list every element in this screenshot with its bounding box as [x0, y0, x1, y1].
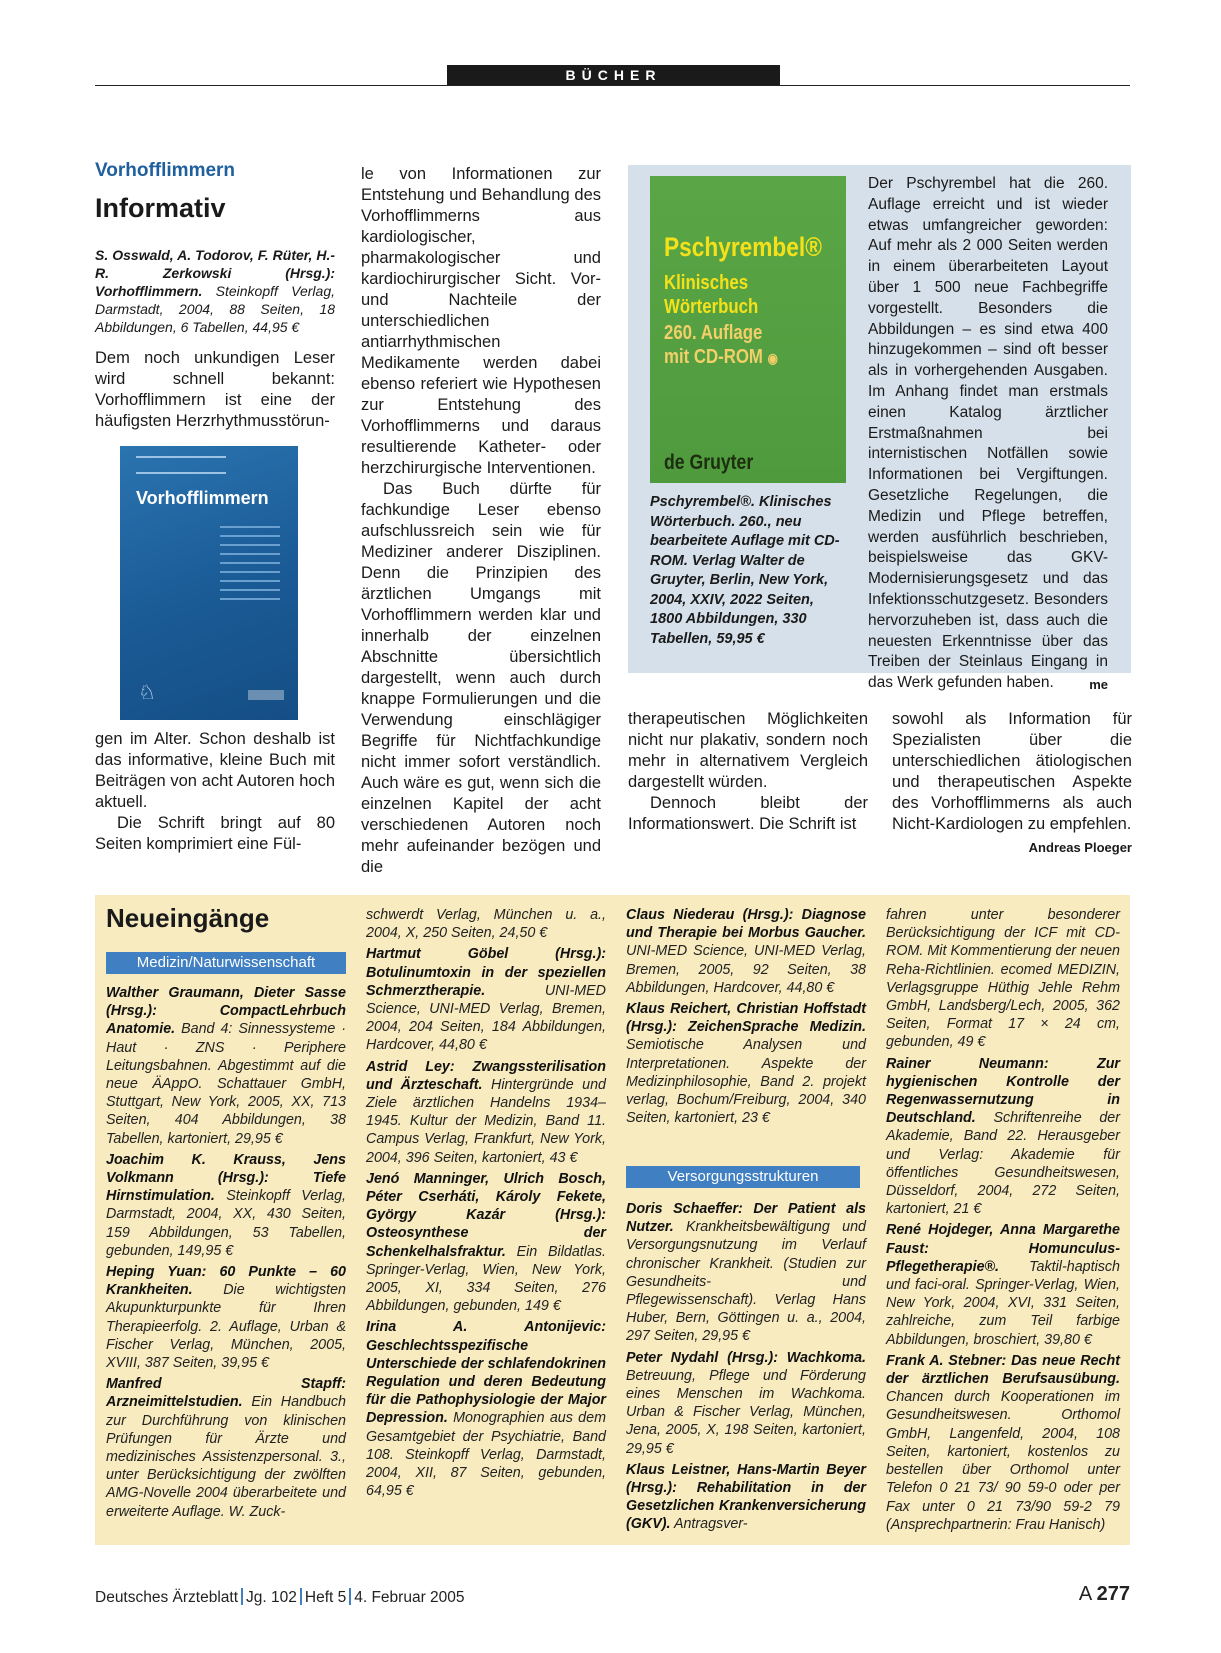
entry-details: Chancen durch Kooperationen im Gesundheitswesen. Orthomol GmbH, Langenfeld, 2004, 108 Seiten, kartoniert, kostenlos zu bestellen über Orthomol unter Telefon 0 21 73/ 90 59-0 oder per Fax unter 0 21 73/90 59-2 79 (Ansprechpartnerin: Frau Hanisch) [886, 1389, 1120, 1533]
review-paragraph: Das Buch dürfte für fachkundige Leser ebenso aufschlussreich sein wie für Mediziner anderer Disziplinen. Denn die Prinzipien des ärztlichen Umgangs mit Vorhofflimmern werden klar und innerhalb der einzelnen Abschnitte übersichtlich dargestellt, wenn auch durch knappe Formulierungen und die Verwendung einschlägiger Begriffe für Nichtfachkundige nicht immer sofort verständlich. Auch wäre es gut, wenn sich die einzelnen Kapitel der acht verschiedenen Autoren noch mehr aufeinander bezögen und die [361, 480, 601, 876]
entry-title: Hartmut Göbel (Hrsg.): Botulinumtoxin in der speziellen Schmerztherapie. [366, 946, 606, 999]
publisher-logo-icon: ♘ [138, 682, 156, 704]
book-meta [95, 246, 335, 336]
entry-details: Schriftenreihe der Akademie, Band 22. Herausgeber und Verlag: Akademie für öffentliches Gesundheitswesen, Düsseldorf, 2004, 272 Seiten, kartoniert, 21 € [886, 1110, 1120, 1218]
book-cover-vorhofflimmern [120, 446, 298, 720]
footer-separator [300, 1588, 302, 1605]
entry-title: Joachim K. Krauss, Jens Volkmann (Hrsg.): Tiefe Hirnstimulation. [106, 1151, 346, 1205]
review-paragraph: Die Schrift bringt auf 80 Seiten komprimiert eine Fül- [95, 814, 335, 853]
entry-details: Die wichtigsten Akupunkturpunkte für Ihren Therapieerfolg. 2. Auflage, Urban & Fischer Verlag, München, 2005, XVIII, 387 Seiten, 39,95 € [106, 1282, 346, 1372]
list-item [626, 1349, 866, 1458]
issue-date: 4. Februar 2005 [354, 1589, 465, 1606]
entry-details: Band 4: Sinnessysteme · Haut · ZNS · Periphere Leitungsbahnen. Abgestimmt auf die neue ÄAppO. Schattauer GmbH, Stuttgart, New York, 2005, XX, 713 Seiten, 404 Abbildungen, 38 Tabellen, kartoniert, 29,95 € [106, 1021, 346, 1147]
entry-title: Rainer Neumann: Zur hygienischen Kontrolle der Regenwassernutzung in Deutschland. [886, 1055, 1120, 1127]
list-item [106, 1263, 346, 1372]
review-column-2 [361, 164, 601, 878]
pschyrembel-review-text [868, 174, 1108, 696]
journal-name: Deutsches Ärzteblatt [95, 1589, 239, 1606]
entry-details: Monographien aus dem Gesamtgebiet der Psychiatrie, Band 108. Steinkopff Verlag, Darmstadt, 2004, XII, 87 Seiten, gebunden, 64,95 € [366, 1410, 606, 1500]
list-item [886, 1352, 1120, 1534]
cover-cdrom-text: mit CD-ROM [664, 346, 763, 368]
review-paragraph: Dem noch unkundigen Leser wird schnell bekannt: Vorhofflimmern ist eine der häufigsten Herzrhythmusstörun- [95, 349, 335, 430]
review-paragraph: Dennoch bleibt der Informationswert. Die Schrift ist [628, 794, 868, 833]
journal-volume: Jg. 102 [246, 1589, 297, 1606]
entry-details: Ein Handbuch zur Durchführung von klinischen Prüfungen für Ärzte und medizinisches Assistenzpersonal. 3., unter Berücksichtigung der zwölften AMG-Novelle 2004 überarbeitete und erweiterte Auflage. W. Zuck- [106, 1394, 346, 1520]
review-column-1-continued [95, 729, 335, 855]
cover-contents-lines [220, 526, 280, 606]
cover-author-lines [136, 456, 226, 474]
entry-details: Antragsver- [673, 1516, 748, 1533]
entry-title: Frank A. Stebner: Das neue Recht der ärztlichen Berufsausübung. [886, 1352, 1120, 1388]
review-column-1 [95, 246, 335, 432]
cover-subtitle-line: Wörterbuch [664, 296, 759, 318]
page-footer [95, 1588, 465, 1607]
new-arrivals-column-4 [886, 906, 1120, 1537]
entry-details: Semiotische Analysen und Interpretationen. Aspekte der Medizinphilosophie, Band 2. projekt verlag, Bochum/Freiburg, 2004, 340 Seiten, kartoniert, 23 € [626, 1037, 866, 1127]
review-column-3 [628, 709, 868, 835]
entry-details: Ein Bildatlas. Springer-Verlag, Wien, New York, 2005, XI, 334 Seiten, 276 Abbildungen, gebunden, 149 € [366, 1243, 606, 1315]
list-item-continued: fahren unter besonderer Berücksichtigung der ICF mit CD-ROM. Mit Kommentierung der neuen Reha-Richtlinien. ecomed MEDIZIN, Verlagsgruppe Hüthig Jehle Rehm GmbH, Landsberg/Lech, 2005, 362 Seiten, Format 17 × 24 cm, gebunden, 49 € [886, 907, 1120, 1051]
review-column-4 [892, 709, 1132, 858]
entry-title: Walther Graumann, Dieter Sasse (Hrsg.): CompactLehrbuch Anatomie. [106, 985, 346, 1038]
entry-title: Peter Nydahl (Hrsg.): Wachkoma. [626, 1349, 866, 1366]
entry-details: Betreuung, Pflege und Förderung eines Menschen im Wachkoma. Urban & Fischer Verlag, München, Jena, 2005, X, 198 Seiten, kartoniert, 29,95 € [626, 1367, 866, 1457]
book-cover-pschyrembel [650, 176, 846, 483]
header-rule [95, 85, 1130, 86]
new-arrivals-column-2 [366, 906, 606, 1504]
entry-title: Claus Niederau (Hrsg.): Diagnose und Therapie bei Morbus Gaucher. [626, 907, 866, 942]
cover-edition [664, 321, 778, 370]
footer-separator [349, 1588, 351, 1605]
list-item [626, 1200, 866, 1346]
entry-details: Taktil-haptisch und faci-oral. Springer-Verlag, Wien, New York, 2004, XVI, 331 Seiten, zahlreiche, zum Teil farbige Abbildungen, broschiert, 39,80 € [886, 1258, 1120, 1348]
review-paragraph: le von Informationen zur Entstehung und Behandlung des Vorhofflimmerns aus kardiologischer, pharmakologischer und kardiochirurgischer Sicht. Vor- und Nachteile der unterschiedlichen antiarrhythmischen Medikamente werden dabei ebenso referiert wie Hypothesen zur Entstehung des Vorhofflimmerns und daraus resultierende Katheter- oder herzchirurgische Interventionen. [361, 165, 601, 477]
cover-subtitle-line: Klinisches [664, 272, 749, 294]
cd-icon: ◉ [767, 350, 778, 366]
list-item [626, 1461, 866, 1534]
entry-details: UNI-MED Science, UNI-MED Verlag, Bremen, 2004, 204 Seiten, 184 Abbildungen, Hardcover, 44,80 € [366, 982, 606, 1054]
book-meta-publisher: Steinkopff Verlag, Darmstadt, 2004, 88 Seiten, 18 Abbildungen, 6 Tabellen, 44,95 € [95, 283, 335, 335]
pschyrembel-review-paragraph: Der Pschyrembel hat die 260. Auflage erreicht und ist wieder etwas umfangreicher geworden: Auf mehr als 2 000 Seiten werden in einem überarbeiteten Layout über 1 500 neue Fachbegriffe vorgestellt. Besonders die Abbildungen – es sind etwa 400 hinzugekommen – sind oft besser als in vorhergehenden Ausgaben. Im Anhang findet man erstmals einen Katalog ärztlicher Erstmaßnahmen bei internistischen Notfällen sowie Informationen bei Vergiftungen. Gesetzliche Regelungen, die Medizin und Pflege betreffen, werden ausführlich beschrieben, beispielsweise das GKV-Modernisierungsgesetz und das Infektionsschutzgesetz. Besonders hervorzuheben ist, dass auch die neuesten Erkenntnisse über das Treiben der Steinlaus Eingang in das Werk gefunden haben. [868, 175, 1108, 692]
list-item [106, 984, 346, 1148]
list-item [106, 1151, 346, 1260]
review-paragraph-text: sowohl als Information für Spezialisten über die unterschiedlichen ätiologischen und therapeutischen Aspekte des Vorhofflimmerns als auch Nicht-Kardiologen zu empfehlen. [892, 710, 1132, 833]
entry-title: Irina A. Antonijevic: Geschlechtsspezifische Unterschiede der schlafendokrinen Regulation und deren Bedeutung für die Pathophysiologie der Major Depression. [366, 1319, 606, 1427]
list-item [366, 1058, 606, 1167]
review-headline: Informativ [95, 193, 226, 223]
review-paragraph: gen im Alter. Schon deshalb ist das informative, kleine Buch mit Beiträgen von acht Autoren hoch aktuell. [95, 730, 335, 811]
page-number [1079, 1583, 1130, 1606]
list-item [626, 1000, 866, 1127]
cover-publisher: de Gruyter [664, 451, 754, 474]
page-number-value: 277 [1096, 1583, 1130, 1605]
section-label: BÜCHER [447, 65, 780, 85]
list-item [366, 1170, 606, 1316]
list-item [886, 1221, 1120, 1348]
entry-title: Doris Schaeffer: Der Patient als Nutzer. [626, 1201, 866, 1236]
list-item [626, 906, 866, 997]
entry-title: René Hojdeger, Anna Margarethe Faust: Homunculus-Pflegetherapie®. [886, 1222, 1120, 1275]
list-item [366, 1318, 606, 1500]
category-tag-medicine: Medizin/Naturwissenschaft [106, 952, 346, 974]
cover-edition-line: 260. Auflage [664, 322, 763, 344]
review-signature: me [1089, 677, 1108, 693]
book-meta-authors: S. Osswald, A. Todorov, F. Rüter, H.-R. Zerkowski (Hrsg.): Vorhofflimmern. [95, 247, 335, 299]
entry-title: Manfred Stapff: Arzneimittelstudien. [106, 1376, 346, 1411]
entry-details: Steinkopff Verlag, Darmstadt, 2004, XX, 430 Seiten, 159 Abbildungen, 53 Tabellen, gebunden, 149,95 € [106, 1188, 346, 1259]
review-kicker: Vorhofflimmern [95, 160, 236, 181]
entry-title: Klaus Leistner, Hans-Martin Beyer (Hrsg.): Rehabilitation in der Gesetzlichen Krankenversicherung (GKV). [626, 1461, 866, 1533]
review-paragraph: therapeutischen Möglichkeiten nicht nur plakativ, sondern noch mehr in alternativem Vergleich dargestellt würden. [628, 710, 868, 791]
entry-details: UNI-MED Science, UNI-MED Verlag, Bremen, 2005, 92 Seiten, 38 Abbildungen, Hardcover, 44,80 € [626, 943, 866, 996]
review-paragraph [892, 709, 1132, 855]
entry-details: Krankheitsbewältigung und Versorgungsnutzung im Verlauf chronischer Krankheit. (Studien zur Gesundheits- und Pflegewissenschaft). Verlag Hans Huber, Bern, Göttingen u. a., 2004, 297 Seiten, 29,95 € [626, 1219, 866, 1345]
entry-title: Astrid Ley: Zwangssterilisation und Ärzteschaft. [366, 1058, 606, 1093]
entry-title: Jenó Manninger, Ulrich Bosch, Péter Cserháti, Károly Fekete, György Kazár (Hrsg.): Osteosynthese der Schenkelhalsfraktur. [366, 1170, 606, 1260]
entry-title: Heping Yuan: 60 Punkte – 60 Krankheiten. [106, 1264, 346, 1299]
category-tag-care-structures: Versorgungsstrukturen [626, 1166, 860, 1188]
new-arrivals-title: Neueingänge [106, 903, 270, 933]
footer-separator [241, 1588, 243, 1605]
list-item [366, 945, 606, 1054]
new-arrivals-column-3 [626, 906, 866, 1130]
pschyrembel-caption: Pschyrembel®. Klinisches Wörterbuch. 260., neu bearbeitete Auflage mit CD-ROM. Verlag Walter de Gruyter, Berlin, New York, 2004, XXIV, 2022 Seiten, 1800 Abbildungen, 330 Tabellen, 59,95 € [650, 494, 840, 647]
cover-title: Pschyrembel® [664, 232, 822, 262]
journal-issue: Heft 5 [304, 1589, 347, 1606]
list-item [106, 1375, 346, 1521]
list-item [886, 1055, 1120, 1219]
entry-title: Klaus Reichert, Christian Hoffstadt (Hrsg.): ZeichenSprache Medizin. [626, 1001, 866, 1036]
review-author: Andreas Ploeger [1028, 840, 1132, 855]
cover-edition-line [664, 345, 778, 370]
new-arrivals-column-3-lower [626, 1200, 866, 1537]
page-prefix: A [1078, 1583, 1092, 1605]
new-arrivals-column-1 [106, 984, 346, 1524]
cover-badge [248, 690, 284, 700]
cover-subtitle [664, 271, 758, 319]
cover-title: Vorhofflimmern [136, 488, 269, 508]
entry-details: Hintergründe und Ziele ärztlichen Handelns 1934–1945. Kultur der Medizin, Band 11. Campus Verlag, Frankfurt, New York, 2004, 396 Seiten, kartoniert, 43 € [366, 1076, 606, 1166]
list-item-continued: schwerdt Verlag, München u. a., 2004, X, 250 Seiten, 24,50 € [366, 907, 606, 942]
